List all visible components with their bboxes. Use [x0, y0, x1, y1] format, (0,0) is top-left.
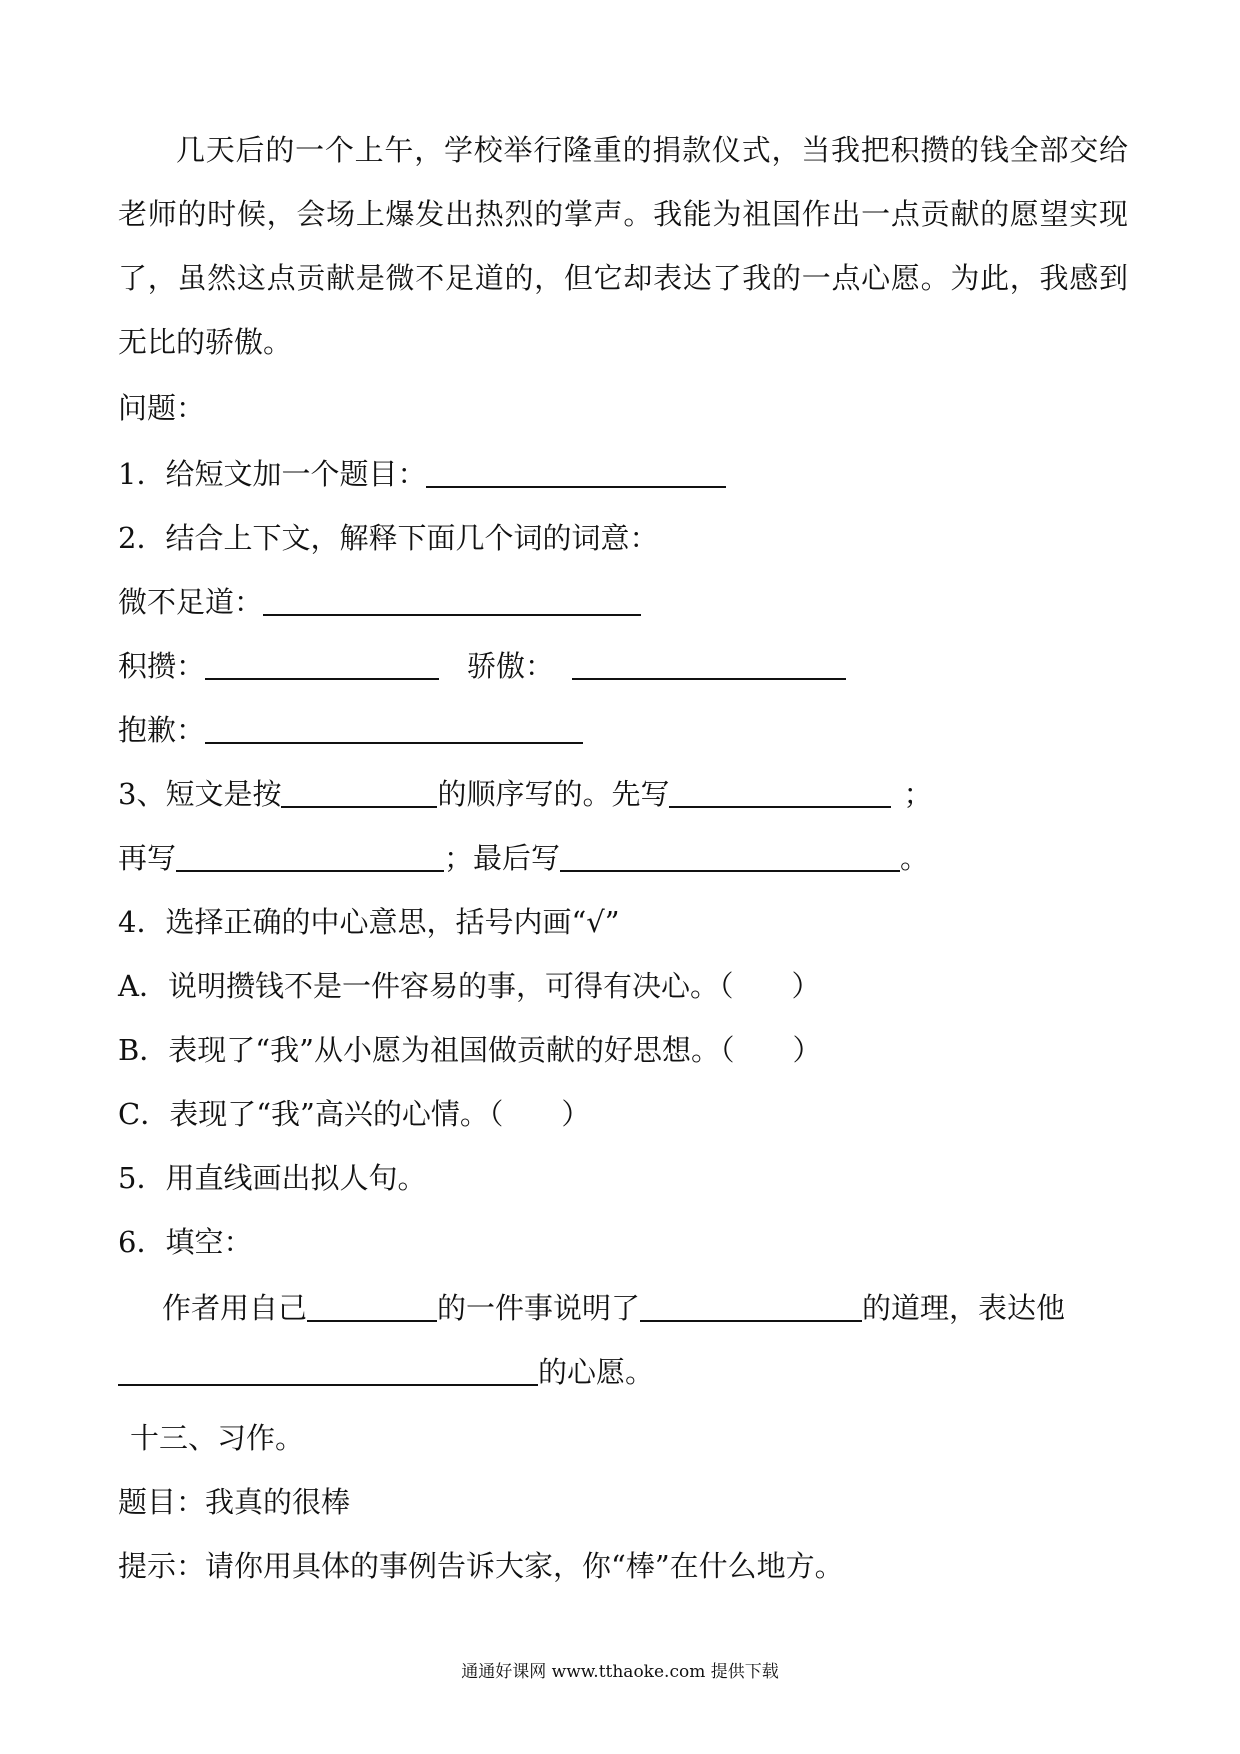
- question-6-text-d: 的心愿。: [538, 1355, 655, 1389]
- question-3-line-2: [118, 838, 929, 878]
- question-2-word-4: [118, 710, 583, 750]
- answer-blank-word-2[interactable]: [205, 648, 439, 680]
- answer-blank-wish[interactable]: [118, 1354, 538, 1386]
- question-4-option-a[interactable]: A．说明攒钱不是一件容易的事，可得有决心。（ ）: [118, 969, 821, 1003]
- composition-title: 题目：我真的很棒: [118, 1485, 351, 1519]
- word-label: 骄傲：: [467, 649, 555, 683]
- passage-paragraph: 几天后的一个上午，学校举行隆重的捐款仪式，当我把积攒的钱全部交给老师的时候，会场上爆发出热烈的掌声。我能为祖国作出一点贡献的愿望实现了，虽然这点贡献是微不足道的，但它却表达了我的一点心愿。为此，我感到无比的骄傲。: [118, 133, 1128, 359]
- answer-blank-reason[interactable]: [640, 1290, 862, 1322]
- question-6-line-2: [118, 1352, 654, 1392]
- question-2-word-1: [118, 582, 641, 622]
- question-3-text-c: ；: [903, 777, 933, 811]
- answer-blank-word-4[interactable]: [205, 712, 583, 744]
- answer-blank-then[interactable]: [176, 840, 444, 872]
- answer-blank-first[interactable]: [669, 776, 891, 808]
- answer-blank-event[interactable]: [307, 1290, 437, 1322]
- answer-blank-title[interactable]: [426, 456, 726, 488]
- question-3-text-b: 的顺序写的。先写: [437, 777, 670, 811]
- questions-heading: 问题：: [118, 391, 206, 425]
- composition-hint: 提示：请你用具体的事例告诉大家，你“棒”在什么地方。: [118, 1549, 844, 1583]
- word-label: 微不足道：: [118, 585, 264, 619]
- question-6-text-b: 的一件事说明了: [437, 1291, 641, 1325]
- question-2-words-2-3: [118, 646, 846, 686]
- question-4: 4．选择正确的中心意思，括号内画“√”: [118, 905, 620, 939]
- answer-blank-word-3[interactable]: [572, 648, 846, 680]
- word-label: 积攒：: [118, 649, 206, 683]
- word-label: 抱歉：: [118, 713, 206, 747]
- question-3-text-a: 3、短文是按: [118, 777, 282, 811]
- answer-blank-word-1[interactable]: [263, 584, 641, 616]
- question-6-text-a: 作者用自己: [162, 1291, 308, 1325]
- question-3-text-f: 。: [900, 841, 930, 875]
- question-3-text-d: 再写: [118, 841, 177, 875]
- answer-blank-last[interactable]: [560, 840, 900, 872]
- question-5: 5．用直线画出拟人句。: [118, 1161, 427, 1195]
- question-3-text-e: ；最后写: [444, 841, 561, 875]
- question-3-line-1: [118, 774, 932, 814]
- question-2: 2．结合上下文，解释下面几个词的词意：: [118, 521, 659, 555]
- question-1-text: 1．给短文加一个题目：: [118, 457, 427, 491]
- question-1: [118, 454, 726, 494]
- question-6-text-c: 的道理，表达他: [862, 1291, 1066, 1325]
- question-4-option-b[interactable]: B．表现了“我”从小愿为祖国做贡献的好思想。（ ）: [118, 1033, 822, 1067]
- question-6-line-1: [118, 1288, 1065, 1328]
- composition-heading: 十三、习作。: [130, 1421, 305, 1455]
- question-4-option-c[interactable]: C．表现了“我”高兴的心情。（ ）: [118, 1097, 591, 1131]
- question-6: 6．填空：: [118, 1225, 253, 1259]
- page-footer: 通通好课网 www.tthaoke.com 提供下载: [461, 1662, 779, 1682]
- answer-blank-order[interactable]: [281, 776, 437, 808]
